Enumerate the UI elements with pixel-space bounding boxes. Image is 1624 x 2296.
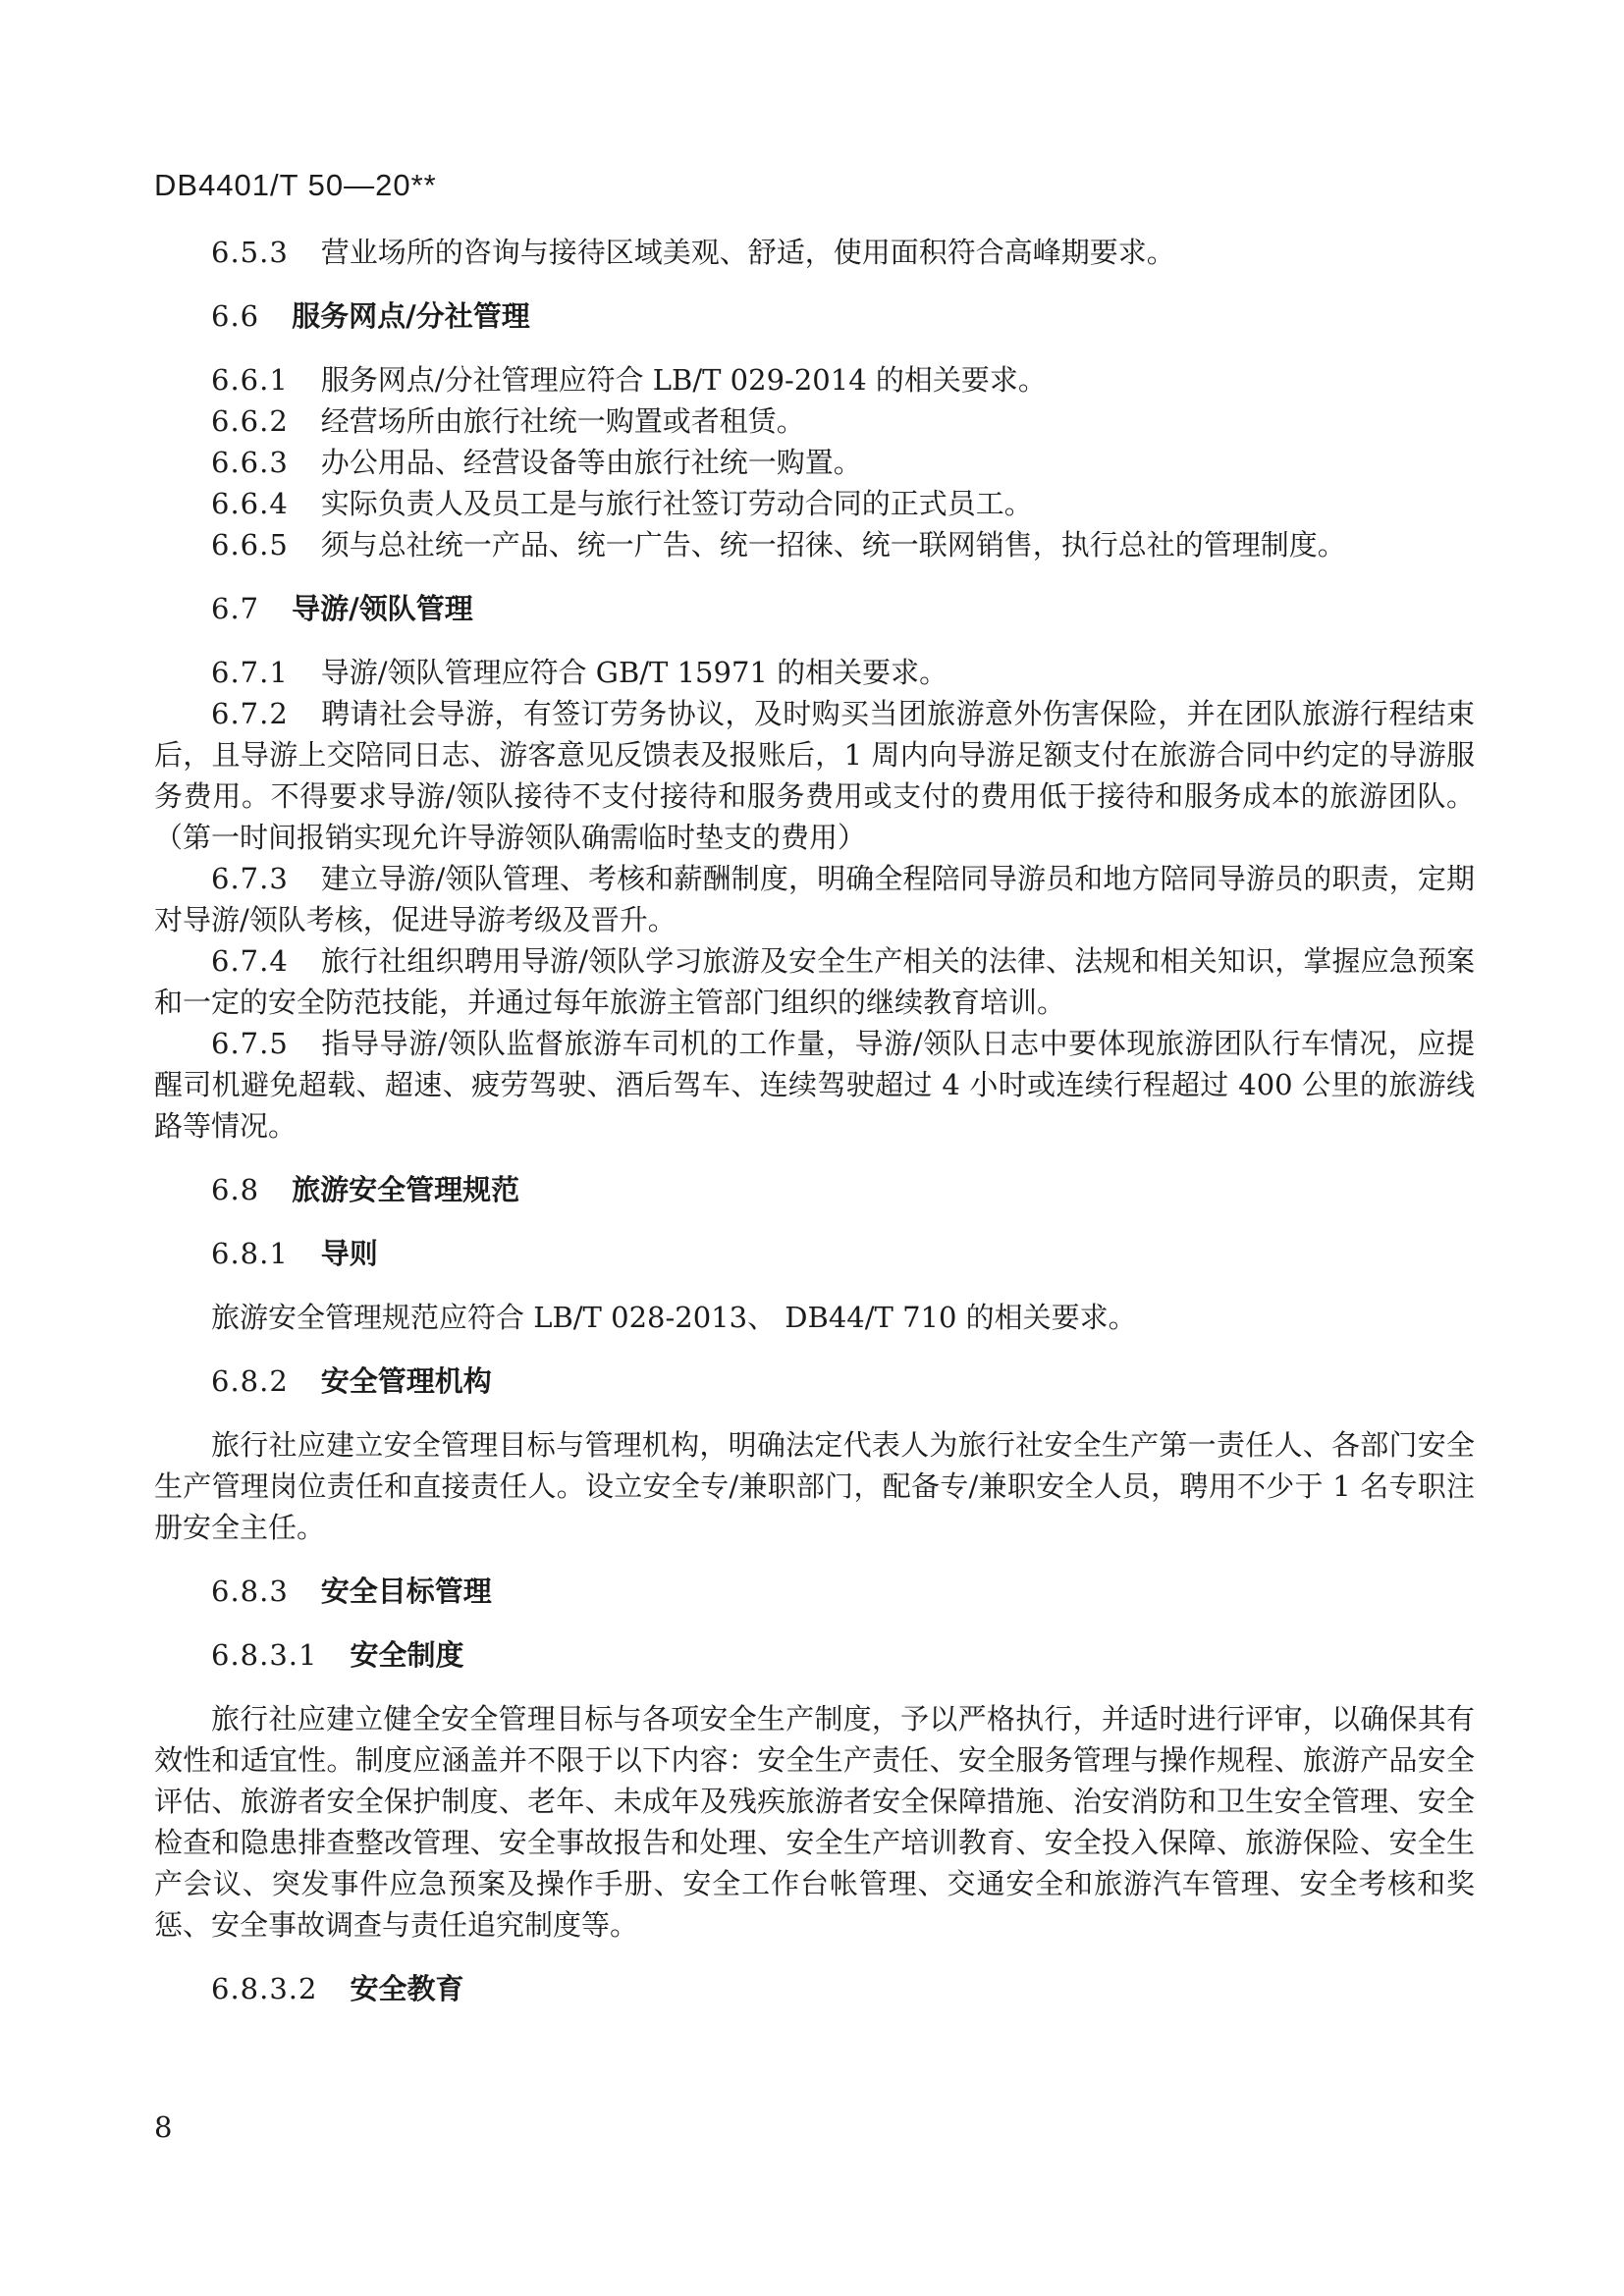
section-heading-6-8-1 <box>154 1233 1475 1274</box>
clause-6-7-2 <box>154 693 1475 858</box>
clause-6-6-3 <box>154 442 1475 483</box>
clause-6-6-2 <box>154 400 1475 442</box>
clause-number: 6.7.3 <box>211 862 289 895</box>
paragraph-6-8-2-body: 旅行社应建立安全管理目标与管理机构，明确法定代表人为旅行社安全生产第一责任人、各部门安全生产管理岗位责任和直接责任人。设立安全专/兼职部门，配备专/兼职安全人员，聘用不少于 1 名专职注册安全主任。 <box>154 1428 1475 1544</box>
heading-number: 6.6 <box>211 299 260 333</box>
clause-text: 办公用品、经营设备等由旅行社统一购置。 <box>320 446 862 479</box>
heading-text: 安全管理机构 <box>320 1364 492 1398</box>
clause-number: 6.7.1 <box>211 656 289 689</box>
heading-number: 6.7 <box>211 592 260 625</box>
clause-text: 服务网点/分社管理应符合 LB/T 029-2014 的相关要求。 <box>320 363 1047 397</box>
paragraph-6-8-3-1-body: 旅行社应建立健全安全管理目标与各项安全生产制度，予以严格执行，并适时进行评审，以确保其有效性和适宜性。制度应涵盖并不限于以下内容：安全生产责任、安全服务管理与操作规程、旅游产品安全评估、旅游者安全保护制度、老年、未成年及残疾旅游者安全保障措施、治安消防和卫生安全管理、安全检查和隐患排查整改管理、安全事故报告和处理、安全生产培训教育、安全投入保障、旅游保险、安全生产会议、突发事件应急预案及操作手册、安全工作台帐管理、交通安全和旅游汽车管理、安全考核和奖惩、安全事故调查与责任追究制度等。 <box>154 1702 1475 1942</box>
clause-number: 6.6.3 <box>211 446 289 479</box>
heading-text: 服务网点/分社管理 <box>292 299 530 333</box>
section-heading-6-6 <box>154 295 1475 337</box>
clause-6-7-3 <box>154 858 1475 940</box>
page-number: 8 <box>154 2110 173 2144</box>
clause-text: 实际负责人及员工是与旅行社签订劳动合同的正式员工。 <box>320 487 1033 520</box>
clause-number: 6.5.3 <box>211 236 289 269</box>
clause-6-6-5 <box>154 524 1475 565</box>
clause-text: 指导导游/领队监督旅游车司机的工作量，导游/领队日志中要体现旅游团队行车情况，应提醒司机避免超载、超速、疲劳驾驶、酒后驾车、连续驾驶超过 4 小时或连续行程超过 400 公里的旅游线路等情况。 <box>154 1027 1475 1143</box>
heading-number: 6.8 <box>211 1173 260 1206</box>
standard-number-header: DB4401/T 50—20** <box>154 168 437 202</box>
document-content <box>154 165 1475 2032</box>
clause-6-7-1 <box>154 652 1475 693</box>
clause-number: 6.6.2 <box>211 404 289 438</box>
clause-6-7-4 <box>154 940 1475 1023</box>
clause-6-6-4 <box>154 483 1475 524</box>
section-heading-6-8-3 <box>154 1571 1475 1612</box>
heading-number: 6.8.1 <box>211 1237 289 1270</box>
clause-text: 经营场所由旅行社统一购置或者租赁。 <box>320 404 805 438</box>
clause-number: 6.7.4 <box>211 944 289 978</box>
heading-number: 6.8.2 <box>211 1364 289 1398</box>
clause-text: 建立导游/领队管理、考核和薪酬制度，明确全程陪同导游员和地方陪同导游员的职责，定期对导游/领队考核，促进导游考级及晋升。 <box>154 862 1475 936</box>
clause-number: 6.7.5 <box>211 1027 289 1060</box>
clause-number: 6.6.5 <box>211 528 289 561</box>
heading-number: 6.8.3.1 <box>211 1638 318 1672</box>
heading-text: 安全制度 <box>350 1638 464 1672</box>
heading-number: 6.8.3 <box>211 1575 289 1608</box>
section-heading-6-7 <box>154 588 1475 629</box>
section-heading-6-8-3-2 <box>154 1968 1475 2009</box>
clause-6-5-3 <box>154 232 1475 273</box>
heading-text: 导游/领队管理 <box>292 592 473 625</box>
clause-text: 营业场所的咨询与接待区域美观、舒适，使用面积符合高峰期要求。 <box>320 236 1175 269</box>
clause-number: 6.6.4 <box>211 487 289 520</box>
clause-number: 6.7.2 <box>211 697 289 730</box>
clause-6-6-1 <box>154 359 1475 400</box>
clause-text: 聘请社会导游，有签订劳务协议，及时购买当团旅游意外伤害保险，并在团队旅游行程结束后，且导游上交陪同日志、游客意见反馈表及报账后，1 周内向导游足额支付在旅游合同中约定的导游服务费用。不得要求导游/领队接待不支付接待和服务费用或支付的费用低于接待和服务成本的旅游团队。（第一时间报销实现允许导游领队确需临时垫支的费用） <box>154 697 1475 854</box>
heading-text: 旅游安全管理规范 <box>292 1173 520 1206</box>
heading-text: 安全教育 <box>350 1972 464 2005</box>
section-heading-6-8-2 <box>154 1361 1475 1402</box>
section-heading-6-8 <box>154 1169 1475 1210</box>
heading-text: 导则 <box>320 1237 378 1270</box>
clause-text: 导游/领队管理应符合 GB/T 15971 的相关要求。 <box>320 656 948 689</box>
heading-number: 6.8.3.2 <box>211 1972 318 2005</box>
clause-text: 旅行社组织聘用导游/领队学习旅游及安全生产相关的法律、法规和相关知识，掌握应急预案和一定的安全防范技能，并通过每年旅游主管部门组织的继续教育培训。 <box>154 944 1475 1019</box>
paragraph-6-8-1-body: 旅游安全管理规范应符合 LB/T 028-2013、 DB44/T 710 的相关要求。 <box>211 1301 1137 1334</box>
heading-text: 安全目标管理 <box>320 1575 492 1608</box>
clause-number: 6.6.1 <box>211 363 289 397</box>
clause-text: 须与总社统一产品、统一广告、统一招徕、统一联网销售，执行总社的管理制度。 <box>320 528 1346 561</box>
section-heading-6-8-3-1 <box>154 1634 1475 1676</box>
clause-6-7-5 <box>154 1023 1475 1147</box>
